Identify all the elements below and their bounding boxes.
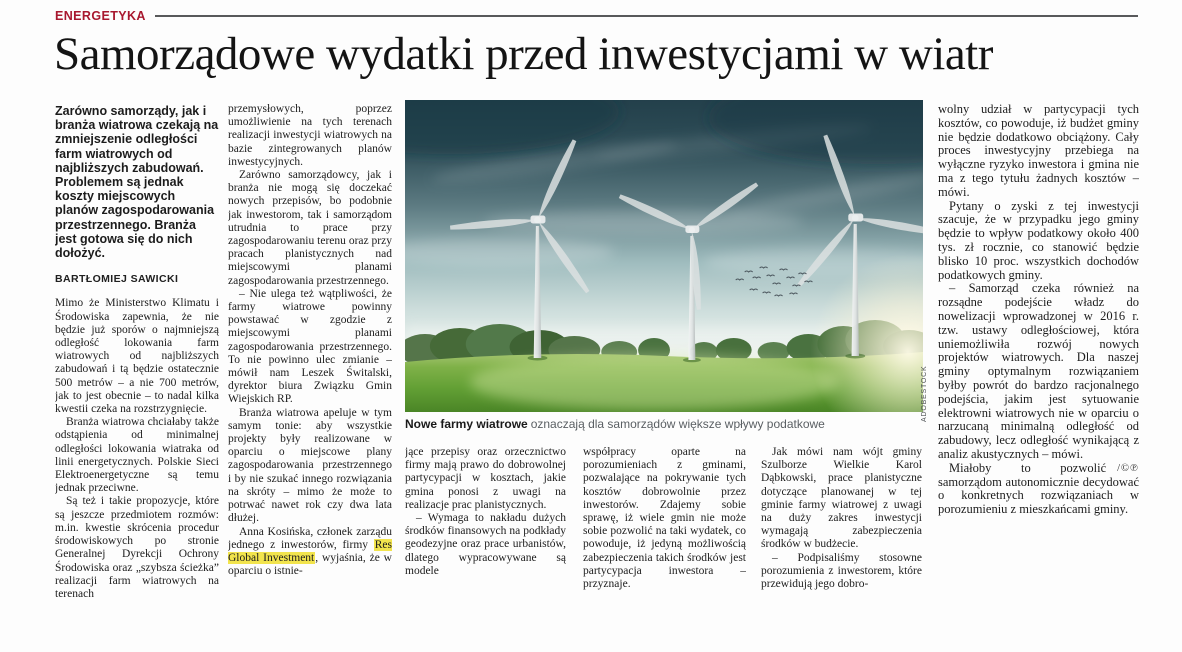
body-paragraph xyxy=(228,526,392,579)
company-link[interactable]: Res Global Investment xyxy=(228,538,392,564)
article-headline: Samorządowe wydatki przed inwestycjami w wiatr xyxy=(54,28,993,80)
body-paragraph: Są też i takie propozycje, które są jeszcze przedmiotem rozmów: m.in. kwestie skrócenia procedur środowiskowych po stronie Generalnej Dyrekcji Ochrony Środowiska oraz „szybsza ścieżka” realizacji farm wiatrowych na terenach xyxy=(55,495,219,600)
meadow-light xyxy=(470,354,839,410)
caption-lead-in: Nowe farmy wiatrowe xyxy=(405,417,528,431)
photo-credit: ADOBESTOCK xyxy=(921,365,928,422)
column-4 xyxy=(583,446,746,646)
body-paragraph: – Samorząd czeka również na rozsądne podejście władz do nowelizacji wprowadzonej w 2016 r. tzw. ustawy odległościowej, która uniemożliwiła rozwój nowych projektów wiatrowych. Dla naszej gminy optymalnym rozwiązaniem byłby powrót do bardzo racjonalnego podejścia, jakim jest sytuowanie elektrowni wiatrowych nie w oparciu o narzucaną minimalną odległość od zabudowy, lecz odległość wynikającą z analiz akustycznych – mówi. xyxy=(938,281,1139,461)
section-label: ENERGETYKA xyxy=(55,9,146,23)
body-paragraph xyxy=(938,462,1139,517)
body-paragraph: Mimo że Ministerstwo Klimatu i Środowiska zapewnia, że nie będzie już sporów o najmniejszą odległość lokowania farm wiatrowych od najbliższych zabudowań i tą będzie ostatecznie 500 metrów – a nie 700 metrów, jak to jest obecnie – to nadal kilka kwestii czeka na rozstrzygnięcie. xyxy=(55,297,219,416)
wind-farm-photo xyxy=(405,100,923,412)
paragraph-text: Anna Kosińska, członek zarządu jednego z inwestorów, firmy xyxy=(228,525,392,551)
article-end-mark: /©℗ xyxy=(1117,462,1139,474)
kicker-rule xyxy=(155,15,1138,17)
body-paragraph: Zarówno samorządowcy, jak i branża nie mogą się doczekać nowych przepisów, bo podobnie jak inwestorom, tak i samorządom utrudnia to prace przy zagospodarowaniu terenu oraz przy pracach planistycznych nad miejscowymi planami zagospodarowania przestrzennego. xyxy=(228,169,392,287)
body-paragraph: – Wymaga to nakładu dużych środków finansowych na podkłady geodezyjne oraz prace urbanistów, dlatego wypracowywane są modele xyxy=(405,512,566,577)
body-paragraph: współpracy oparte na porozumieniach z gminami, pozwalające na pokrywanie tych kosztów dobrowolnie przez inwestorów. Zdajemy sobie sprawę, iż wiele gmin nie może sobie pozwolić na taki wydatek, co powoduje, iż jedyną możliwością zabezpieczenia takich środków jest partycypacja inwestora – przyznaje. xyxy=(583,446,746,591)
body-paragraph: przemysłowych, poprzez umożliwienie na tych terenach realizacji inwestycji wiatrowych na bazie zintegrowanych planów inwestycyjnych. xyxy=(228,103,392,168)
body-paragraph: Branża wiatrowa apeluje w tym samym tonie: aby wszystkie projekty były realizowane w oparciu o miejscowe plany zagospodarowania przestrzennego i by nie szukać innego rozwiązania na skróty – mimo że może to potrwać nawet rok czy dwa lata dłużej. xyxy=(228,406,392,525)
body-paragraph: Pytany o zyski z tej inwestycji szacuje, że w przypadku jego gminy będzie to wpływ podatkowy około 400 tys. zł rocznie, co stanowić będzie blisko 10 proc. wszystkich dochodów podatkowych gminy. xyxy=(938,198,1139,282)
paragraph-text: , wyjaśnia, że w oparciu o istnie- xyxy=(228,551,392,578)
wind-turbines-illustration xyxy=(405,100,923,412)
photo-caption xyxy=(405,417,925,432)
body-paragraph: wolny udział w partycypacji tych kosztów, co powoduje, iż budżet gminy nie będzie dodatkowo obciążony. Cały proces inwestycyjny przebiega na wyłączne ryzyko inwestora i gmina nie ma z tego tytułu żadnych kosztów – mówi. xyxy=(938,103,1139,199)
body-paragraph: jące przepisy oraz orzecznictwo firmy mają prawo do dobrowolnej partycypacji w kosztach, jakie gmina ponosi z uwagi na realizacje prac planistycznych. xyxy=(405,446,566,511)
body-paragraph: Branża wiatrowa chciałaby także odstąpienia od minimalnej odległości lokowania wiatraka od linii energetycznych. Polskie Sieci Elektroenergetyczne są temu jednak przeciwne. xyxy=(55,416,219,495)
column-6 xyxy=(938,103,1139,643)
column-5 xyxy=(761,446,922,646)
paragraph-text: Miałoby to pozwolić samorządom autonomicznie decydować o konkretnych rozwiązaniach w porozumieniu z mieszkańcami gminy. xyxy=(938,460,1139,517)
column-3 xyxy=(405,446,566,646)
lead-paragraph: Zarówno samorządy, jak i branża wiatrowa czekają na zmniejszenie odległości farm wiatrowych od najbliższych zabudowań. Problemem są jednak koszty miejscowych planów zagospodarowania przestrzennego. Branża jest gotowa się do nich dołożyć. xyxy=(55,104,219,261)
body-paragraph: – Nie ulega też wątpliwości, że farmy wiatrowe powinny powstawać w zgodzie z miejscowymi planami zagospodarowania przestrzennego. To nie powinno ulec zmianie – mówił nam Leszek Świtalski, dyrektor biura Związku Gmin Wiejskich RP. xyxy=(228,287,392,406)
section-header xyxy=(55,9,1138,23)
byline: BARTŁOMIEJ SAWICKI xyxy=(55,273,179,286)
column-2 xyxy=(228,103,392,623)
body-paragraph: – Podpisaliśmy stosowne porozumienia z inwestorem, które przewidują jego dobro- xyxy=(761,551,922,591)
caption-text: oznaczają dla samorządów większe wpływy podatkowe xyxy=(530,417,825,431)
body-paragraph: Jak mówi nam wójt gminy Szulborze Wielkie Karol Dąbkowski, prace planistyczne dotyczące planowanej w tej gminie farmy wiatrowej z uwagi na duży zakres inwestycji wymagają zabezpieczenia środków w budżecie. xyxy=(761,446,922,551)
column-1 xyxy=(55,104,219,624)
